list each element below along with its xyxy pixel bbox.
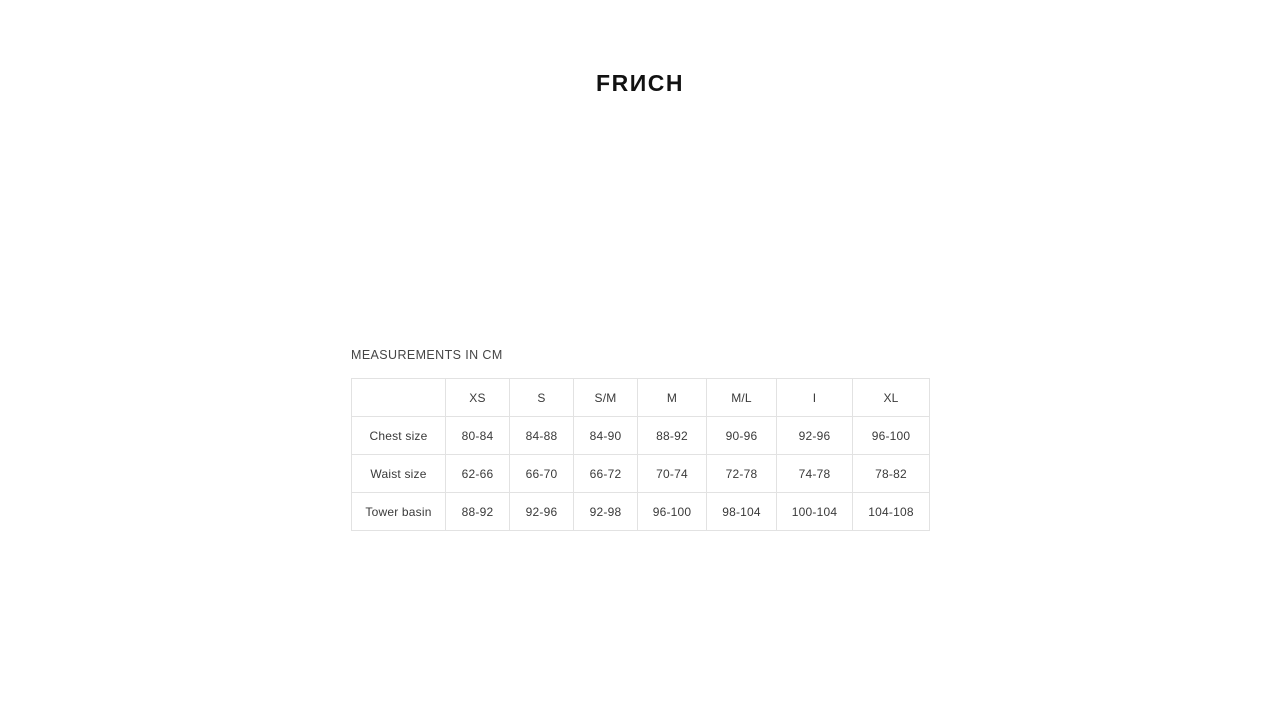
- cell-value: 88-92: [638, 417, 707, 455]
- size-header-sm: S/M: [574, 379, 638, 417]
- size-header-m: M: [638, 379, 707, 417]
- size-guide-title: MEASUREMENTS IN CM: [351, 348, 503, 362]
- table-row-waist-size: [352, 455, 930, 493]
- cell-value: 74-78: [777, 455, 853, 493]
- size-header-i: I: [777, 379, 853, 417]
- cell-value: 92-98: [574, 493, 638, 531]
- cell-value: 78-82: [853, 455, 930, 493]
- size-chart-table: [351, 378, 930, 531]
- cell-value: 92-96: [510, 493, 574, 531]
- cell-value: 92-96: [777, 417, 853, 455]
- size-header-s: S: [510, 379, 574, 417]
- size-header-xl: XL: [853, 379, 930, 417]
- cell-value: 90-96: [707, 417, 777, 455]
- cell-value: 84-90: [574, 417, 638, 455]
- cell-value: 62-66: [446, 455, 510, 493]
- size-header-ml: M/L: [707, 379, 777, 417]
- table-row-chest-size: [352, 417, 930, 455]
- size-header-empty: [352, 379, 446, 417]
- cell-value: 84-88: [510, 417, 574, 455]
- row-label: Chest size: [352, 417, 446, 455]
- cell-value: 96-100: [638, 493, 707, 531]
- brand-logo[interactable]: FRИCH: [596, 70, 684, 96]
- table-row-tower-basin: [352, 493, 930, 531]
- cell-value: 100-104: [777, 493, 853, 531]
- cell-value: 104-108: [853, 493, 930, 531]
- row-label: Tower basin: [352, 493, 446, 531]
- size-header-row: [352, 379, 930, 417]
- cell-value: 70-74: [638, 455, 707, 493]
- row-label: Waist size: [352, 455, 446, 493]
- cell-value: 66-72: [574, 455, 638, 493]
- brand-header: [0, 70, 1280, 97]
- size-header-xs: XS: [446, 379, 510, 417]
- cell-value: 98-104: [707, 493, 777, 531]
- cell-value: 80-84: [446, 417, 510, 455]
- cell-value: 88-92: [446, 493, 510, 531]
- cell-value: 72-78: [707, 455, 777, 493]
- cell-value: 66-70: [510, 455, 574, 493]
- cell-value: 96-100: [853, 417, 930, 455]
- size-guide-section: [351, 348, 929, 531]
